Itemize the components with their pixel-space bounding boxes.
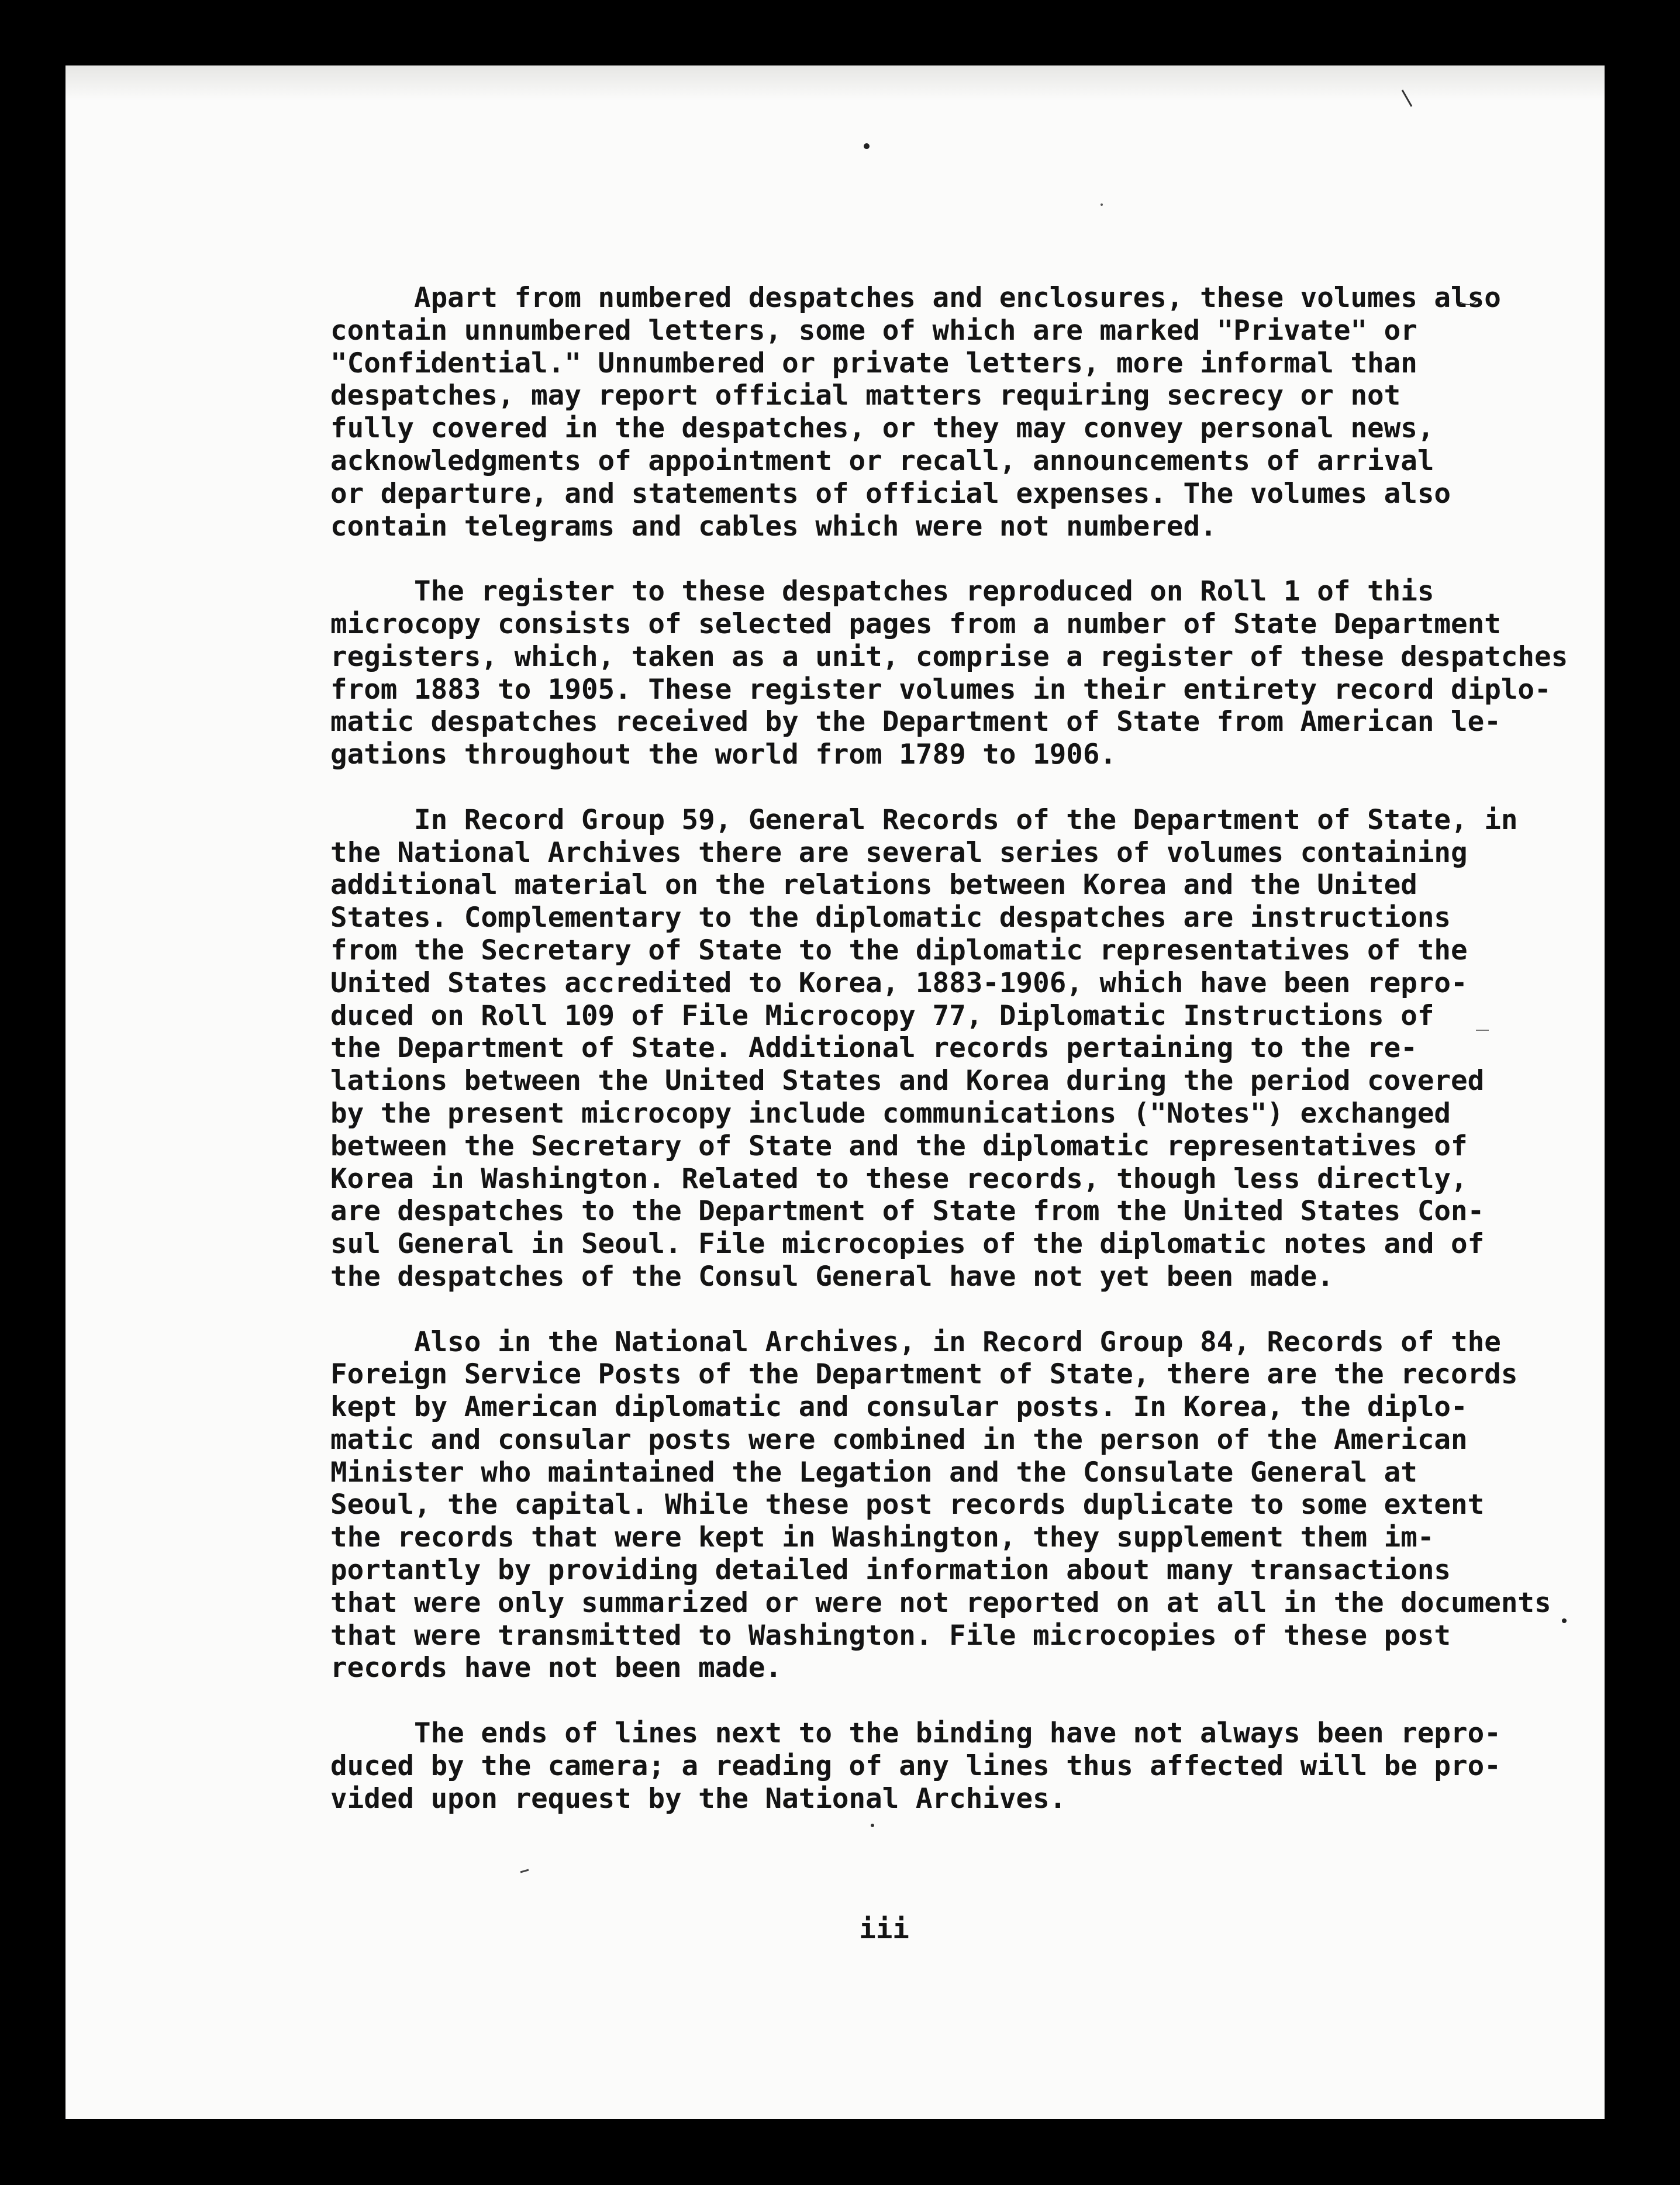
text-line: the despatches of the Consul General have not yet been made. <box>330 1260 1334 1293</box>
text-line: States. Complementary to the diplomatic despatches are instructions <box>330 902 1451 934</box>
text-line: between the Secretary of State and the diplomatic representatives of <box>330 1130 1468 1162</box>
text-line: contain unnumbered letters, some of which are marked "Private" or <box>330 314 1417 347</box>
body-text <box>330 282 1593 1848</box>
text-line: or departure, and statements of official expenses. The volumes also <box>330 477 1451 510</box>
paragraph-binding-note <box>330 1717 1593 1815</box>
text-line: registers, which, taken as a unit, comprise a register of these despatches <box>330 640 1568 673</box>
text-line: contain telegrams and cables which were not numbered. <box>330 510 1217 543</box>
text-line: matic and consular posts were combined in the person of the American <box>330 1423 1468 1456</box>
text-line: United States accredited to Korea, 1883-1906, which have been repro- <box>330 966 1468 999</box>
text-line: from 1883 to 1905. These register volumes in their entirety record diplo- <box>330 673 1551 706</box>
text-line: portantly by providing detailed information about many transactions <box>330 1554 1451 1587</box>
paragraph-register <box>330 575 1593 771</box>
page-number: iii <box>859 1913 909 1945</box>
text-line: despatches, may report official matters requiring secrecy or not <box>330 379 1401 412</box>
text-line: additional material on the relations between Korea and the United <box>330 869 1417 902</box>
paragraph-record-group-84 <box>330 1326 1593 1685</box>
text-line: In Record Group 59, General Records of the Department of State, in <box>330 803 1518 836</box>
text-line: that were transmitted to Washington. File microcopies of these post <box>330 1619 1451 1652</box>
text-line: The register to these despatches reproduced on Roll 1 of this <box>330 575 1434 608</box>
text-line: "Confidential." Unnumbered or private letters, more informal than <box>330 347 1417 379</box>
text-line: Minister who maintained the Legation and the Consulate General at <box>330 1456 1417 1489</box>
text-line: that were only summarized or were not reported on at all in the documents <box>330 1586 1551 1619</box>
text-line: the records that were kept in Washington, they supplement them im- <box>330 1521 1434 1554</box>
text-line: Foreign Service Posts of the Department of State, there are the records <box>330 1358 1518 1391</box>
text-line: Korea in Washington. Related to these records, though less directly, <box>330 1162 1468 1195</box>
text-line: duced by the camera; a reading of any lines thus affected will be pro- <box>330 1749 1501 1782</box>
text-line: by the present microcopy include communications ("Notes") exchanged <box>330 1097 1451 1130</box>
text-line: Apart from numbered despatches and enclosures, these volumes also <box>330 282 1501 314</box>
text-line: matic despatches received by the Department of State from American le- <box>330 706 1501 738</box>
text-line: records have not been made. <box>330 1652 782 1685</box>
text-line: microcopy consists of selected pages from a number of State Department <box>330 607 1501 640</box>
paragraph-record-group-59 <box>330 804 1593 1293</box>
text-line: fully covered in the despatches, or they may convey personal news, <box>330 412 1434 445</box>
text-line: from the Secretary of State to the diplomatic representatives of the <box>330 934 1468 966</box>
text-line: acknowledgments of appointment or recall, announcements of arrival <box>330 444 1434 477</box>
text-line: Also in the National Archives, in Record Group 84, Records of the <box>330 1326 1501 1358</box>
text-line: the Department of State. Additional records pertaining to the re- <box>330 1032 1417 1065</box>
text-line: are despatches to the Department of State from the United States Con- <box>330 1195 1485 1228</box>
text-line: vided upon request by the National Archives. <box>330 1782 1067 1815</box>
text-line: gations throughout the world from 1789 to 1906. <box>330 738 1117 771</box>
text-line: kept by American diplomatic and consular posts. In Korea, the diplo- <box>330 1391 1468 1424</box>
text-line: duced on Roll 109 of File Microcopy 77, Diplomatic Instructions of <box>330 999 1434 1032</box>
text-line: lations between the United States and Korea during the period covered <box>330 1065 1485 1097</box>
document-page <box>65 65 1605 2119</box>
text-line: The ends of lines next to the binding have not always been repro- <box>330 1717 1501 1750</box>
text-line: sul General in Seoul. File microcopies of the diplomatic notes and of <box>330 1228 1485 1261</box>
text-line: the National Archives there are several series of volumes containing <box>330 836 1468 869</box>
text-line: Seoul, the capital. While these post records duplicate to some extent <box>330 1489 1485 1521</box>
paragraph-unnumbered-letters <box>330 282 1593 543</box>
